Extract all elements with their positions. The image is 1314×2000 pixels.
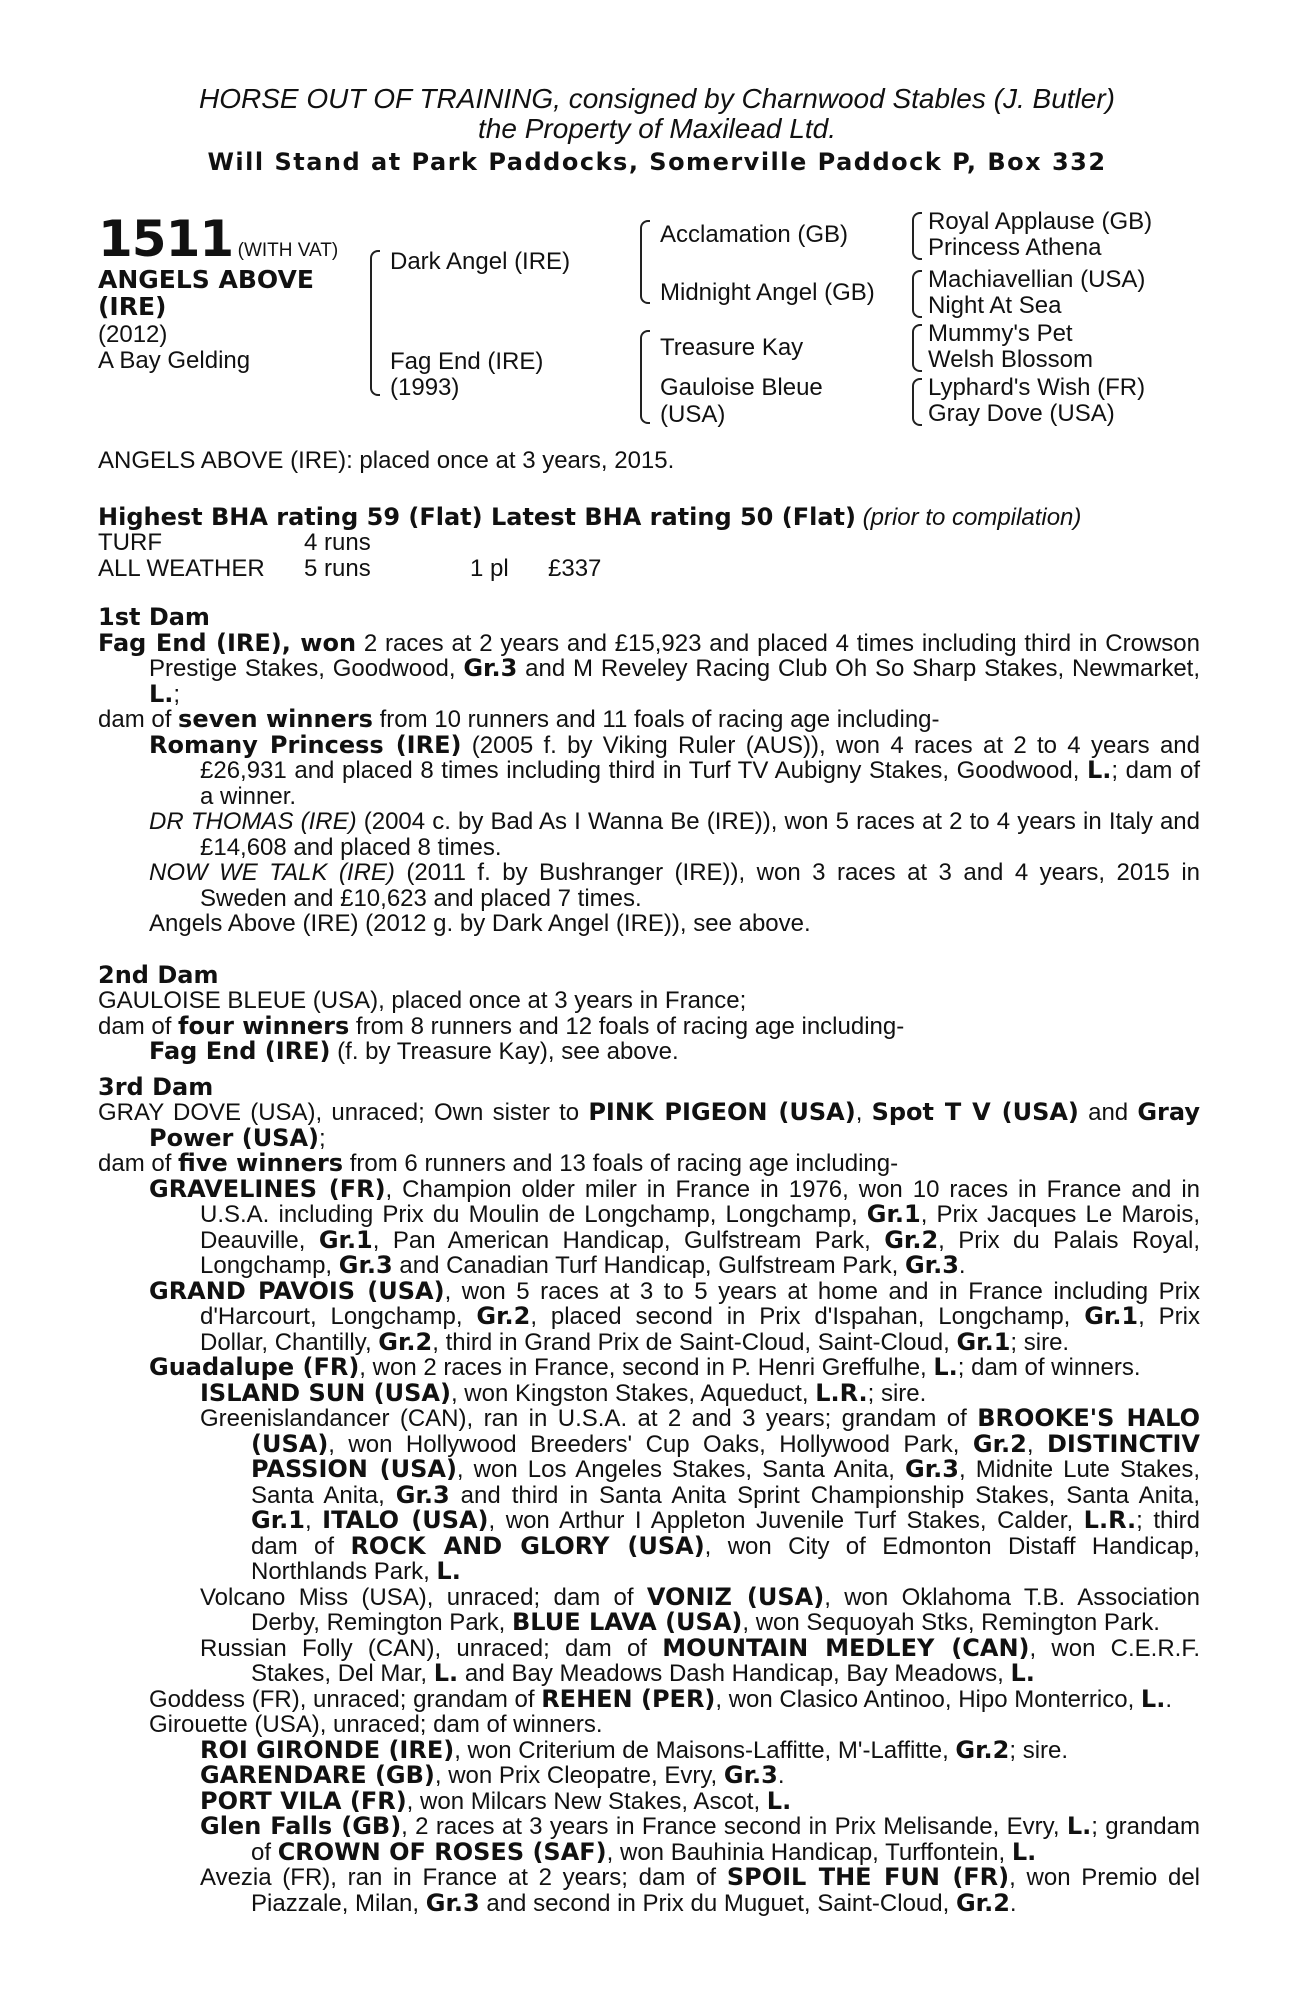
offspring-name: Guadalupe (FR) (149, 1353, 360, 1381)
offspring-text: , won Hollywood Breeders' Cup Oaks, Hollywood Park, (328, 1430, 973, 1458)
dam-dam-dam: Gray Dove (USA) (928, 400, 1115, 427)
racing-summary: ANGELS ABOVE (IRE): placed once at 3 years, 2015. (98, 447, 675, 474)
offspring-name: GARENDARE (GB) (200, 1761, 435, 1789)
offspring-entry (98, 1276, 1201, 1356)
offspring-name: VONIZ (USA) (646, 1582, 825, 1611)
sire: Dark Angel (IRE) (390, 248, 571, 275)
offspring-text: , Pan American Handicap, Gulfstream Park, (372, 1226, 885, 1254)
produce-text: dam of (98, 706, 179, 733)
gp-brace-2 (912, 270, 922, 318)
offspring-text: , (1026, 1430, 1047, 1458)
offspring-text: . (958, 1252, 966, 1279)
dam2-produce (98, 1011, 1200, 1040)
grade-label: Gr.1 (956, 1327, 1011, 1356)
offspring-text: , won Premio del Piazzale, Milan, (251, 1864, 1201, 1917)
dam3-text: ; (319, 1124, 326, 1152)
offspring-text: , won Arthur I Appleton Juvenile Turf Stakes, Calder, (488, 1507, 1084, 1534)
owner-line: the Property of Maxilead Ltd. (478, 113, 836, 144)
grade-label: Gr.2 (955, 1735, 1010, 1764)
offspring-text: (2005 f. by Viking Ruler (AUS)), won 4 races at 2 to 4 years and £26,931 and placed 8 times including third in Turf TV Aubigny Stakes, Goodwood, (200, 731, 1201, 784)
grand-offspring-entry (98, 1378, 1200, 1407)
listed-label: L. (1010, 1659, 1035, 1687)
listed-label: L. (433, 1659, 459, 1687)
dam3-text: GRAY DOVE (USA), unraced; Own sister to (98, 1099, 589, 1126)
dam1-text: and M Reveley Racing Club Oh So Sharp Stakes, Newmarket, (517, 655, 1200, 682)
offspring-text: ; sire. (1010, 1328, 1070, 1356)
grade-label: Gr.3 (395, 1480, 450, 1509)
grade-label: Gr.2 (972, 1429, 1027, 1458)
consignor-line: HORSE OUT OF TRAINING, consigned by Charnwood Stables (J. Butler) (198, 83, 1115, 114)
dam-dam-sire: Lyphard's Wish (FR) (928, 374, 1146, 401)
horse-name: ANGELS ABOVE (98, 265, 314, 294)
offspring-entry: Angels Above (IRE) (2012 g. by Dark Angel (IRE)), see above. (149, 910, 811, 937)
offspring-name: ROCK AND GLORY (USA) (350, 1531, 705, 1560)
offspring-text: , won Prix Cleopatre, Evry, (434, 1762, 724, 1789)
stable-location: Will Stand at Park Paddocks, Somerville Paddock P, Box 332 (207, 148, 1107, 176)
dam3-text: and (1078, 1099, 1138, 1126)
aw-placed: 1 pl (470, 555, 509, 582)
offspring-text: (2011 f. by Bushranger (IRE)), won 3 races at 3 and 4 years, 2015 in Sweden and £10,623 and placed 7 times. (200, 859, 1200, 912)
offspring-text: and third in Santa Anita Sprint Championship Stakes, Santa Anita, (449, 1481, 1200, 1509)
sire-dam-brace (370, 250, 380, 396)
grade-label: Gr.3 (338, 1251, 393, 1279)
grade-label: Gr.3 (723, 1761, 778, 1789)
offspring-text: , placed second in Prix d'Ispahan, Longchamp, (530, 1303, 1085, 1330)
relative-name: PINK PIGEON (USA) (588, 1098, 856, 1126)
dam2-heading: 2nd Dam (98, 960, 219, 989)
offspring-text: (f. by Treasure Kay), see above. (330, 1038, 679, 1065)
grand-offspring-entry (98, 1814, 1200, 1865)
offspring-name: NOW WE TALK (IRE) (149, 859, 395, 886)
offspring-text: , (304, 1507, 323, 1534)
gp-brace-3 (912, 324, 922, 372)
offspring-text: (2004 c. by Bad As I Wanna Be (IRE)), won 5 races at 2 to 4 years in Italy and £14,608 and placed 8 times. (200, 808, 1200, 861)
offspring-name: Fag End (IRE) (149, 1037, 331, 1065)
listed-label: L.R. (1083, 1506, 1137, 1534)
offspring-text: , won City of Edmonton Distaff Handicap, Northlands Park, (251, 1532, 1200, 1585)
sire-dam-dam: Night At Sea (928, 292, 1062, 319)
offspring-name: BLUE LAVA (USA) (512, 1608, 743, 1636)
offspring-text: , won 5 races at 3 to 5 years at home and in France including Prix d'Harcourt, Longchamp, (200, 1277, 1201, 1330)
offspring-entry (98, 1174, 1200, 1279)
listed-label: L. (933, 1353, 958, 1381)
offspring-name: PORT VILA (FR) (200, 1786, 407, 1815)
offspring-text: , won Sequoyah Stks, Remington Park. (742, 1609, 1160, 1636)
grade-label: Gr.2 (476, 1302, 531, 1330)
sire-sire: Acclamation (GB) (660, 221, 849, 248)
offspring-text: Russian Folly (CAN), unraced; dam of (200, 1634, 663, 1662)
produce-text: from 10 runners and 11 foals of racing age including- (372, 706, 940, 733)
offspring-text: . (1165, 1685, 1173, 1713)
offspring-name: Romany Princess (IRE) (149, 730, 462, 759)
offspring-entry (98, 860, 1200, 911)
offspring-entry (98, 809, 1200, 860)
grade-label: Gr.1 (866, 1200, 921, 1228)
produce-text: from 6 runners and 13 foals of racing age including- (343, 1150, 899, 1177)
sire-dam-sire: Machiavellian (USA) (928, 266, 1146, 293)
offspring-text: ; grandam of (251, 1813, 1200, 1866)
offspring-name: REHEN (PER) (541, 1684, 716, 1713)
bha-rating-text: Highest BHA rating 59 (Flat) Latest BHA rating 50 (Flat) (98, 503, 856, 531)
offspring-text: ; dam of winners. (957, 1354, 1141, 1381)
offspring-entry (98, 730, 1201, 810)
lot-number: 1511 (98, 210, 234, 268)
listed-label: L. (1086, 756, 1112, 784)
grade-label: Gr.1 (251, 1506, 305, 1534)
offspring-text: ; dam of a winner. (200, 757, 1200, 810)
relative-name: Spot T V (USA) (871, 1098, 1079, 1126)
bha-rating-note: (prior to compilation) (862, 504, 1082, 531)
relative-name: Gray Power (USA) (149, 1098, 1200, 1152)
produce-text: from 8 runners and 12 foals of racing age including- (349, 1012, 905, 1040)
offspring-name: DISTINCTIV PASSION (USA) (251, 1429, 1200, 1483)
listed-label: L. (766, 1786, 792, 1815)
turf-label: TURF (98, 529, 162, 556)
listed-label: L. (1011, 1837, 1037, 1866)
grand-offspring-entry (98, 1735, 1200, 1764)
listed-label: L. (436, 1557, 461, 1585)
offspring-text: ; sire. (1009, 1736, 1069, 1764)
grand-offspring-entry (98, 1763, 1200, 1789)
grand-offspring-entry (98, 1633, 1201, 1687)
dam1-text: 2 races at 2 years and £15,923 and placed 4 times including third in Crowson Prestige Stakes, Goodwood, (149, 629, 1201, 682)
dam1-produce (98, 707, 1200, 733)
offspring-name: Glen Falls (GB) (200, 1812, 402, 1840)
grand-offspring-entry (98, 1406, 1200, 1585)
offspring-name: GRAVELINES (FR) (149, 1174, 386, 1203)
offspring-entry: Girouette (USA), unraced; dam of winners. (149, 1711, 603, 1738)
offspring-entry (98, 1684, 1200, 1713)
listed-label: L. (1140, 1684, 1166, 1713)
offspring-text: , won Criterium de Maisons-Laffitte, M'-Laffitte, (454, 1736, 956, 1764)
offspring-text: and second in Prix du Muguet, Saint-Cloud, (479, 1889, 956, 1917)
offspring-text: , won C.E.R.F. Stakes, Del Mar, (251, 1634, 1201, 1687)
offspring-text: , Champion older miler in France in 1976, won 10 races in France and in U.S.A. including Prix du Moulin de Longchamp, Longchamp, (200, 1175, 1200, 1228)
offspring-text: , won Oklahoma T.B. Association Derby, Remington Park, (251, 1583, 1200, 1636)
horse-description: A Bay Gelding (98, 347, 251, 374)
listed-label: L. (1066, 1812, 1092, 1840)
listed-label: L.R. (815, 1378, 868, 1407)
produce-text: dam of (98, 1150, 179, 1177)
grade-label: Gr.2 (884, 1225, 939, 1254)
offspring-text: , Prix Jacques Le Marois, Deauville, (200, 1201, 1200, 1254)
produce-text: dam of (98, 1012, 179, 1040)
winner-count: five winners (178, 1149, 344, 1177)
dam-parents-brace (640, 330, 650, 424)
offspring-text: , won Los Angeles Stakes, Santa Anita, (456, 1456, 906, 1483)
grade-label: Gr.2 (955, 1888, 1010, 1917)
produce-record (98, 605, 1200, 1916)
offspring-text: , Prix Dollar, Chantilly, (200, 1303, 1200, 1356)
dam-year: (1993) (390, 374, 460, 401)
offspring-text: , won Milcars New Stakes, Ascot, (406, 1787, 767, 1815)
offspring-name: GRAND PAVOIS (USA) (149, 1276, 445, 1305)
offspring-text: , won 2 races in France, second in P. Henri Greffulhe, (359, 1354, 934, 1381)
winner-count: seven winners (178, 705, 373, 733)
grand-offspring-entry (98, 1865, 1200, 1916)
offspring-name: CROWN OF ROSES (SAF) (277, 1837, 607, 1866)
offspring-name: SPOIL THE FUN (FR) (726, 1863, 1010, 1891)
grand-offspring-entry (98, 1582, 1200, 1636)
aw-prize: £337 (548, 555, 602, 582)
offspring-text: and Canadian Turf Handicap, Gulfstream Park, (392, 1252, 905, 1279)
offspring-text: , Prix du Palais Royal, Longchamp, (200, 1226, 1200, 1279)
offspring-text: , Midnite Lute Stakes, Santa Anita, (251, 1456, 1200, 1509)
offspring-text: ; third dam of (251, 1507, 1201, 1560)
dam: Fag End (IRE) (390, 348, 544, 375)
aw-label: ALL WEATHER (98, 555, 265, 582)
lot-number-row (98, 210, 338, 268)
offspring-name: BROOKE'S HALO (USA) (251, 1404, 1200, 1458)
grade-label: Gr.3 (905, 1455, 959, 1483)
offspring-entry (98, 1355, 1200, 1381)
offspring-entry (98, 1039, 1200, 1065)
offspring-text: Avezia (FR), ran in France at 2 years; dam of (200, 1864, 727, 1891)
sire-parents-brace (640, 220, 650, 304)
offspring-text: , third in Grand Prix de Saint-Cloud, Saint-Cloud, (432, 1328, 957, 1356)
gp-brace-4 (912, 378, 922, 426)
offspring-name: MOUNTAIN MEDLEY (CAN) (662, 1633, 1030, 1662)
offspring-text: , won Bauhinia Handicap, Turffontein, (606, 1838, 1012, 1866)
grade-label: Gr.2 (378, 1327, 433, 1356)
dam1-text: ; (173, 680, 181, 708)
dam3-text: , (855, 1099, 872, 1126)
winner-count: four winners (178, 1011, 350, 1040)
offspring-name: DR THOMAS (IRE) (149, 808, 357, 835)
grade-label: Gr.1 (318, 1225, 373, 1254)
grade-label: Gr.1 (1084, 1302, 1139, 1330)
grade-label: Gr.3 (463, 654, 518, 682)
offspring-text: . (777, 1762, 785, 1789)
offspring-text: Goddess (FR), unraced; grandam of (149, 1685, 542, 1713)
offspring-text: , won Kingston Stakes, Aqueduct, (450, 1379, 816, 1407)
dam-sire-sire: Mummy's Pet (928, 320, 1073, 347)
foaling-year: (2012) (98, 321, 168, 348)
bha-rating (98, 503, 1081, 532)
dam-sire-dam: Welsh Blossom (928, 346, 1093, 373)
listed-label: L. (149, 679, 174, 708)
aw-runs: 5 runs (304, 555, 371, 582)
offspring-name: ISLAND SUN (USA) (200, 1378, 451, 1407)
offspring-name: ITALO (USA) (322, 1506, 489, 1534)
dam-sire: Treasure Kay (660, 334, 804, 361)
sire-dam: Midnight Angel (GB) (660, 279, 875, 306)
dam3-heading: 3rd Dam (98, 1072, 214, 1101)
offspring-text: Greenislandancer (CAN), ran in U.S.A. at 2 and 3 years; grandam of (200, 1405, 978, 1432)
dam3-record (98, 1100, 1200, 1151)
offspring-text: , won Clasico Antinoo, Hipo Monterrico, (715, 1685, 1141, 1713)
dam-dam: Gauloise Bleue (660, 374, 823, 401)
dam-dam-country: (USA) (660, 401, 726, 428)
offspring-name: ROI GIRONDE (IRE) (200, 1735, 455, 1764)
horse-suffix: (IRE) (98, 292, 167, 321)
dam2-record: GAULOISE BLEUE (USA), placed once at 3 years in France; (98, 987, 747, 1014)
dam3-produce (98, 1151, 1200, 1177)
offspring-text: and Bay Meadows Dash Handicap, Bay Meadows, (458, 1660, 1011, 1687)
dam1-name: Fag End (IRE), won (98, 628, 357, 657)
offspring-text: . (1009, 1889, 1017, 1917)
offspring-text: ; sire. (867, 1379, 927, 1407)
grade-label: Gr.3 (425, 1888, 480, 1917)
offspring-text: , 2 races at 3 years in France second in Prix Melisande, Evry, (401, 1813, 1067, 1840)
offspring-text: Volcano Miss (USA), unraced; dam of (200, 1583, 647, 1611)
sire-sire-sire: Royal Applause (GB) (928, 208, 1153, 235)
dam1-heading: 1st Dam (98, 603, 210, 631)
turf-runs: 4 runs (304, 529, 371, 556)
grand-offspring-entry (98, 1786, 1200, 1815)
vat-note: (WITH VAT) (237, 240, 339, 261)
gp-brace-1 (912, 212, 922, 260)
dam1-record (98, 628, 1201, 708)
grade-label: Gr.3 (904, 1251, 959, 1279)
sire-sire-dam: Princess Athena (928, 234, 1102, 261)
